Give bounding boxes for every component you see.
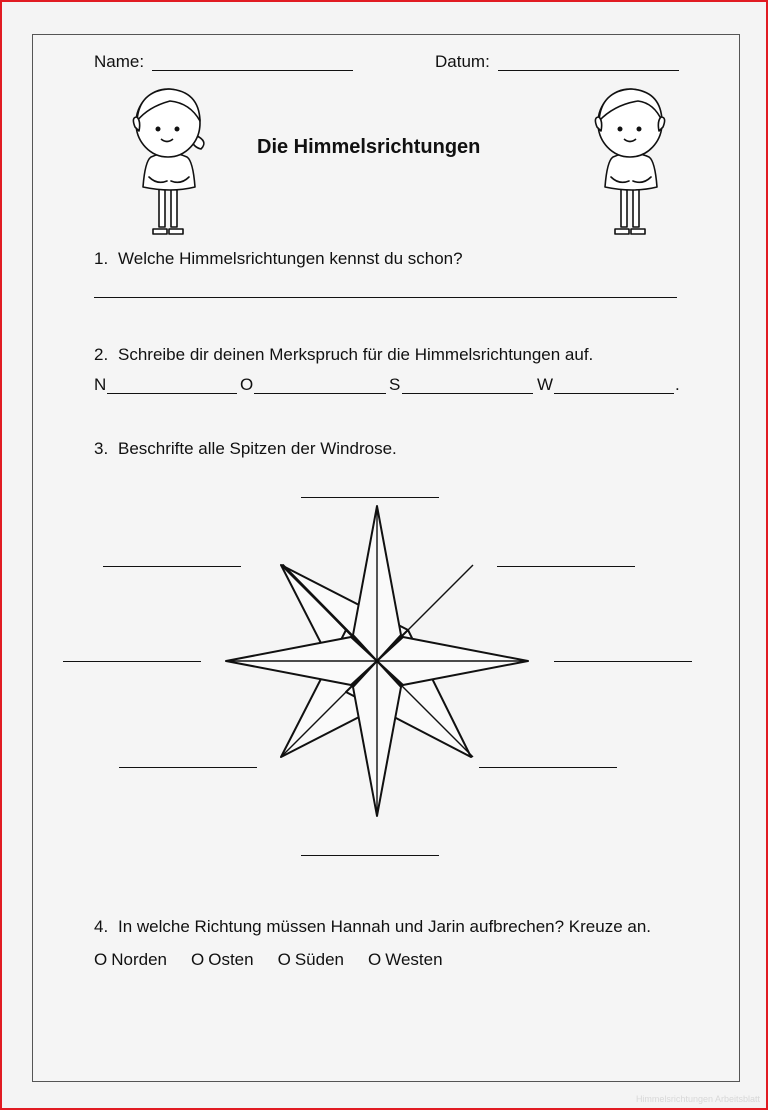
option-westen[interactable] (368, 950, 443, 970)
option-label: Westen (385, 950, 443, 969)
checkbox-circle-icon[interactable]: O (277, 950, 291, 969)
option-label: Norden (111, 950, 167, 969)
question-text: Beschrifte alle Spitzen der Windrose. (118, 439, 397, 458)
question-number: 1. (94, 249, 109, 268)
question-number: 2. (94, 345, 109, 364)
question-text: In welche Richtung müssen Hannah und Jarin aufbrechen? Kreuze an. (118, 917, 652, 936)
checkbox-circle-icon[interactable]: O (94, 950, 108, 969)
checkbox-circle-icon[interactable]: O (368, 950, 382, 969)
question-text: Welche Himmelsrichtungen kennst du schon? (118, 249, 463, 268)
checkbox-circle-icon[interactable]: O (191, 950, 205, 969)
option-label: Süden (294, 950, 344, 969)
page-title: Die Himmelsrichtungen (257, 136, 481, 158)
mnemonic-w-letter: W (537, 375, 554, 394)
question-number: 4. (94, 917, 109, 936)
question-4 (94, 917, 651, 937)
mnemonic-s-letter: S (389, 375, 401, 394)
date-label: Datum: (435, 52, 490, 71)
worksheet (32, 34, 740, 1082)
watermark: Himmelsrichtungen Arbeitsblatt (635, 1094, 760, 1104)
question-text: Schreibe dir deinen Merkspruch für die Himmelsrichtungen auf. (118, 345, 594, 364)
question-number: 3. (94, 439, 109, 458)
mnemonic-period: . (675, 375, 680, 394)
option-norden[interactable] (94, 950, 167, 970)
name-label: Name: (94, 52, 145, 71)
direction-options (94, 950, 467, 970)
mnemonic-n-letter: N (94, 375, 107, 394)
mnemonic-o-letter: O (240, 375, 254, 394)
option-osten[interactable] (191, 950, 254, 970)
option-label: Osten (208, 950, 254, 969)
option-sueden[interactable] (278, 950, 344, 970)
